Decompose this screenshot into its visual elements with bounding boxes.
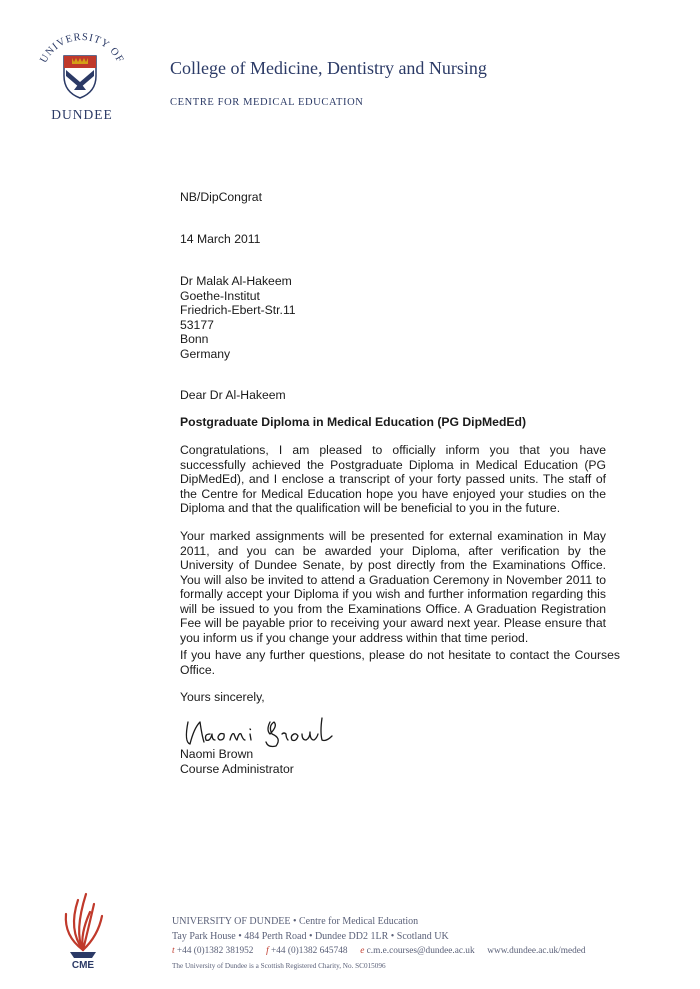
footer-contact: [172, 946, 586, 956]
body-paragraph: If you have any further questions, please do not hesitate to contact the Courses Office.: [180, 648, 620, 677]
signer-name: Naomi Brown: [180, 747, 254, 761]
logo-text-top: UNIVERSITY OF: [38, 31, 126, 66]
signer-title: Course Administrator: [180, 762, 294, 776]
phone-prefix: t: [172, 946, 175, 956]
address-line: Bonn: [180, 332, 209, 346]
fax-prefix: f: [266, 946, 269, 956]
footer-fax: +44 (0)1382 645748: [271, 946, 348, 956]
centre-subtitle: CENTRE FOR MEDICAL EDUCATION: [170, 97, 364, 108]
logo-text-bottom: DUNDEE: [51, 107, 113, 122]
email-prefix: e: [360, 946, 365, 956]
recipient-address: [180, 274, 296, 361]
address-line: Goethe-Institut: [180, 288, 260, 303]
handwritten-signature: [178, 708, 338, 752]
body-paragraph: Congratulations, I am pleased to officially inform you that you have successfully achieved the Postgraduate Diploma in Medical Education (PG DipMedEd), and I enclose a transcript of your forty passed units. The staff of the Centre for Medical Education hope you have enjoyed your studies on the Diploma and that the qualification will be beneficial to you in the future.: [180, 443, 606, 515]
university-crest-icon: [60, 52, 100, 100]
footer-charity: The University of Dundee is a Scottish Registered Charity, No. SC015096: [172, 962, 386, 970]
footer-website[interactable]: www.dundee.ac.uk/meded: [487, 946, 586, 956]
closing: Yours sincerely,: [180, 690, 265, 704]
footer-institution: UNIVERSITY OF DUNDEE • Centre for Medical Education: [172, 916, 419, 927]
letter-subject: Postgraduate Diploma in Medical Education (PG DipMedEd): [180, 415, 527, 429]
body-paragraph: Your marked assignments will be presented for external examination in May 2011, and you can be awarded your Diploma, after verification by the University of Dundee Senate, by post directly from the Examinations Office. You will also be invited to attend a Graduation Ceremony in November 2011 to formally accept your Diploma if you wish and further information regarding this will be issued to you from the Examinations Office. A Graduation Registration Fee will be payable prior to receiving your award next year. Please ensure that you inform us if you change your address within that time period.: [180, 529, 606, 645]
address-line: Dr Malak Al-Hakeem: [180, 274, 292, 288]
footer-email[interactable]: c.m.e.courses@dundee.ac.uk: [366, 946, 475, 956]
salutation: Dear Dr Al-Hakeem: [180, 388, 286, 402]
address-line: Friedrich-Ebert-Str.11: [180, 303, 296, 317]
address-line: Germany: [180, 346, 231, 361]
cme-flame-logo-icon: [58, 890, 108, 972]
letter-reference: NB/DipCongrat: [180, 190, 262, 204]
address-line: 53177: [180, 317, 214, 332]
footer-phone: +44 (0)1382 381952: [176, 946, 254, 956]
letter-date: 14 March 2011: [180, 232, 261, 246]
cme-logo-text: CME: [71, 960, 95, 971]
footer-address: Tay Park House • 484 Perth Road • Dundee DD2 1LR • Scotland UK: [172, 931, 449, 942]
college-title: College of Medicine, Dentistry and Nursing: [170, 58, 487, 78]
